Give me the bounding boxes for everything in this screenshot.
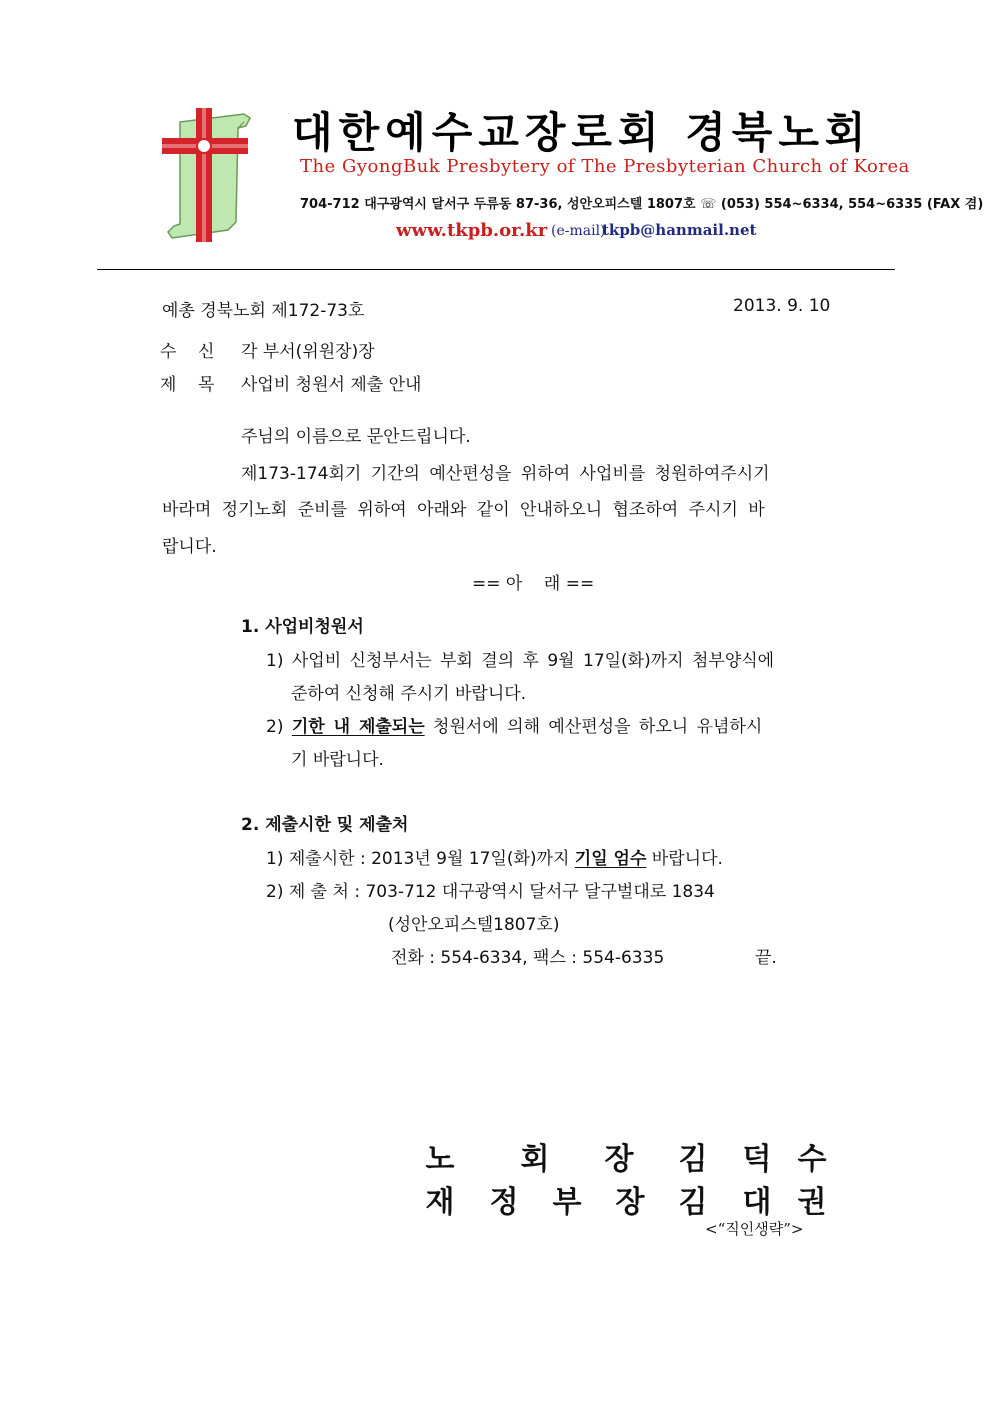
body-paragraph-line-3: 랍니다. <box>162 537 217 557</box>
signature-finance-char: 부 <box>552 1185 582 1220</box>
section2-item1 <box>266 844 723 869</box>
recipient-label: 수 신 <box>160 342 215 362</box>
header-divider <box>97 269 895 270</box>
section2-item1-prefix: 1) 제출시한 : 2013년 9월 17일(화)까지 <box>266 849 575 869</box>
section2-item1-suffix: 바랍니다. <box>646 849 723 869</box>
signature-president-char: 수 <box>797 1142 827 1177</box>
signature-president-char: 회 <box>520 1142 550 1177</box>
document-date: 2013. 9. 10 <box>733 296 831 316</box>
seal-omitted-note: <“직인생략”> <box>705 1220 804 1238</box>
notice-heading: == 아 래 == <box>472 574 595 594</box>
signature-finance-char: 대 <box>742 1185 772 1220</box>
signature-president <box>0 1134 992 1178</box>
section2-item2-line2: (성안오피스텔1807호) <box>388 915 560 935</box>
signature-finance-char: 재 <box>425 1185 455 1220</box>
signature-president-char: 덕 <box>742 1142 772 1177</box>
organization-address: 704-712 대구광역시 달서구 두류동 87-36, 성안오피스텔 1807호 ☏ (053) 554~6334, 554~6335 (FAX 겸) <box>300 197 984 212</box>
section1-item2-emphasis: 기한 내 제출되는 <box>291 717 425 737</box>
body-paragraph-line-1: 제173-174회기 기간의 예산편성을 위하여 사업비를 청원하여주시기 <box>241 464 770 484</box>
section1-item1-line2: 준하여 신청해 주시기 바랍니다. <box>291 684 527 704</box>
signature-president-char: 김 <box>678 1142 708 1177</box>
signature-finance-char: 장 <box>615 1185 645 1220</box>
section2-item1-emphasis: 기일 엄수 <box>574 849 647 869</box>
cross-scroll-icon <box>158 104 254 244</box>
signature-finance <box>0 1177 992 1221</box>
signature-finance-char: 김 <box>678 1185 708 1220</box>
section2-item2-line3: 전화 : 554-6334, 팩스 : 554-6335 <box>391 948 665 968</box>
signature-finance-char: 권 <box>797 1185 827 1220</box>
organization-english-name: The GyongBuk Presbytery of The Presbyterian Church of Korea <box>300 156 910 177</box>
recipient: 각 부서(위원장)장 <box>241 342 375 362</box>
section1-item2-line1 <box>266 712 762 737</box>
signature-president-char: 장 <box>604 1142 634 1177</box>
subject: 사업비 청원서 제출 안내 <box>241 375 422 395</box>
organization-title: 대한예수교장로회 경북노회 <box>292 108 872 157</box>
section1-item2-prefix: 2) <box>266 717 292 737</box>
email-link[interactable]: tkpb@hanmail.net <box>602 221 757 239</box>
greeting: 주님의 이름으로 문안드립니다. <box>241 427 471 447</box>
section2-heading: 2. 제출시한 및 제출처 <box>241 815 409 835</box>
website-link[interactable]: www.tkpb.or.kr <box>396 220 548 241</box>
section2-item2-line1: 2) 제 출 처 : 703-712 대구광역시 달서구 달구벌대로 1834 <box>266 882 715 902</box>
section1-item2-line2: 기 바랍니다. <box>291 750 384 770</box>
signature-finance-char: 정 <box>489 1185 519 1220</box>
section1-item2-rest: 청원서에 의해 예산편성을 하오니 유념하시 <box>424 717 763 737</box>
document-number: 예총 경북노회 제172-73호 <box>162 301 365 321</box>
section1-heading: 1. 사업비청원서 <box>241 617 364 637</box>
presbytery-logo <box>158 104 254 244</box>
section1-item1-line1: 1) 사업비 신청부서는 부회 결의 후 9월 17일(화)까지 첨부양식에 <box>266 651 775 671</box>
email-label: (e-mail) <box>551 223 606 239</box>
closing-mark: 끝. <box>755 948 777 968</box>
body-paragraph-line-2: 바라며 정기노회 준비를 위하여 아래와 같이 안내하오니 협조하여 주시기 바 <box>162 500 765 520</box>
signature-president-char: 노 <box>425 1142 455 1177</box>
subject-label: 제 목 <box>160 375 215 395</box>
